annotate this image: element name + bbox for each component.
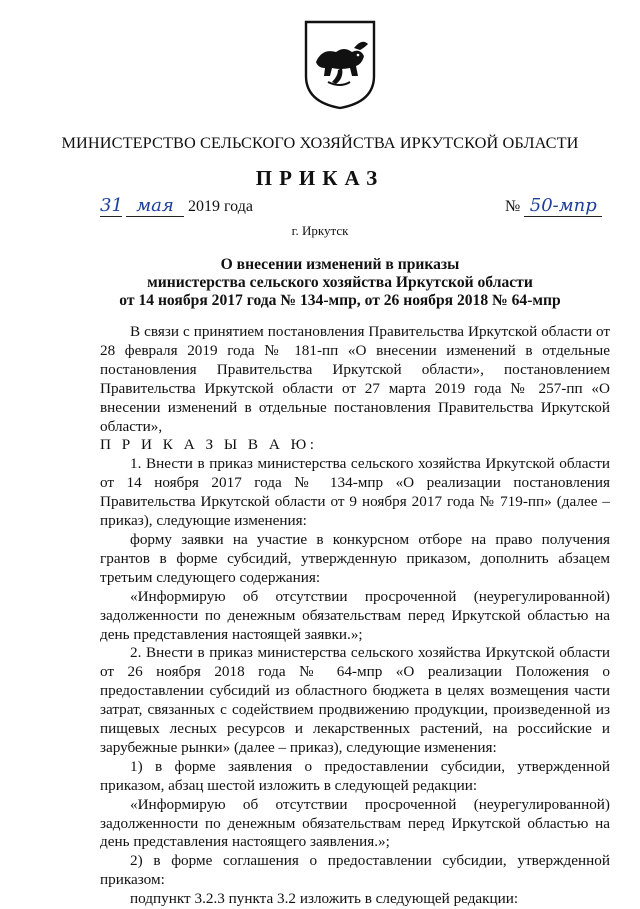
body-paragraph: 1) в форме заявления о предоставлении субсидии, утвержденной приказом, абзац шестой изложить в следующей редакции:: [100, 757, 610, 794]
document-type-title: ПРИКАЗ: [255, 166, 385, 190]
document-heading: [100, 256, 580, 310]
heading-line: министерства сельского хозяйства Иркутской области: [147, 274, 533, 291]
date-day: 31: [100, 195, 123, 216]
body-paragraph: В связи с принятием постановления Правительства Иркутской области от 28 февраля 2019 года № 181-пп «О внесении изменений в отдельные постановления Правительства Иркутской области», постановлением Правительства Иркутской области от 27 марта 2019 года № 257-пп «О внесении изменений в отдельные постановления Правительства Иркутской области»,: [100, 323, 610, 435]
body-paragraph: 2. Внести в приказ министерства сельского хозяйства Иркутской области от 26 ноября 2018 года № 64-мпр «О реализации Положения о предоставлении субсидий из областного бюджета в целях возмещения части затрат, связанных с содействием продвижению продукции, произведенной из пищевых лесных ресурсов и лекарственных растений, на российские и зарубежные рынки» (далее – приказ), следующие изменения:: [100, 644, 610, 756]
ministry-name: МИНИСТЕРСТВО СЕЛЬСКОГО ХОЗЯЙСТВА ИРКУТСКОЙ ОБЛАСТИ: [61, 133, 579, 152]
heading-line: от 14 ноября 2017 года № 134-мпр, от 26 ноября 2018 № 64-мпр: [119, 292, 561, 309]
order-keyword: П Р И К А З Ы В А Ю:: [100, 436, 318, 454]
date-line: [100, 195, 253, 217]
document-number: 50-мпр: [524, 195, 602, 217]
body-paragraph: 2) в форме соглашения о предоставлении субсидии, утвержденной приказом:: [100, 852, 610, 889]
heading-line: О внесении изменений в приказы: [220, 256, 460, 273]
document-body: [100, 323, 610, 909]
city-label: г. Иркутск: [291, 223, 349, 238]
document-number-line: [505, 195, 602, 217]
date-month: мая: [126, 195, 184, 217]
number-prefix: №: [505, 198, 521, 215]
date-year: 2019 года: [188, 198, 253, 215]
body-paragraph: «Информирую об отсутствии просроченной (неурегулированной) задолженности по денежным обязательствам перед Иркутской областью на день представления настоящей заявки.»;: [100, 587, 610, 643]
coat-of-arms-emblem: [302, 18, 378, 110]
body-paragraph: форму заявки на участие в конкурсном отборе на право получения грантов в форме субсидий, утвержденную приказом, дополнить абзацем третьим следующего содержания:: [100, 530, 610, 586]
body-paragraph: подпункт 3.2.3 пункта 3.2 изложить в следующей редакции:: [130, 890, 519, 908]
body-paragraph: «Информирую об отсутствии просроченной (неурегулированной) задолженности по денежным обязательствам перед Иркутской областью на день представления настоящего заявления.»;: [100, 795, 610, 851]
body-paragraph: 1. Внести в приказ министерства сельского хозяйства Иркутской области от 14 ноября 2017 года № 134-мпр «О реализации постановления Правительства Иркутской области от 9 ноября 2017 года № 719-пп» (далее – приказ), следующие изменения:: [100, 455, 610, 530]
